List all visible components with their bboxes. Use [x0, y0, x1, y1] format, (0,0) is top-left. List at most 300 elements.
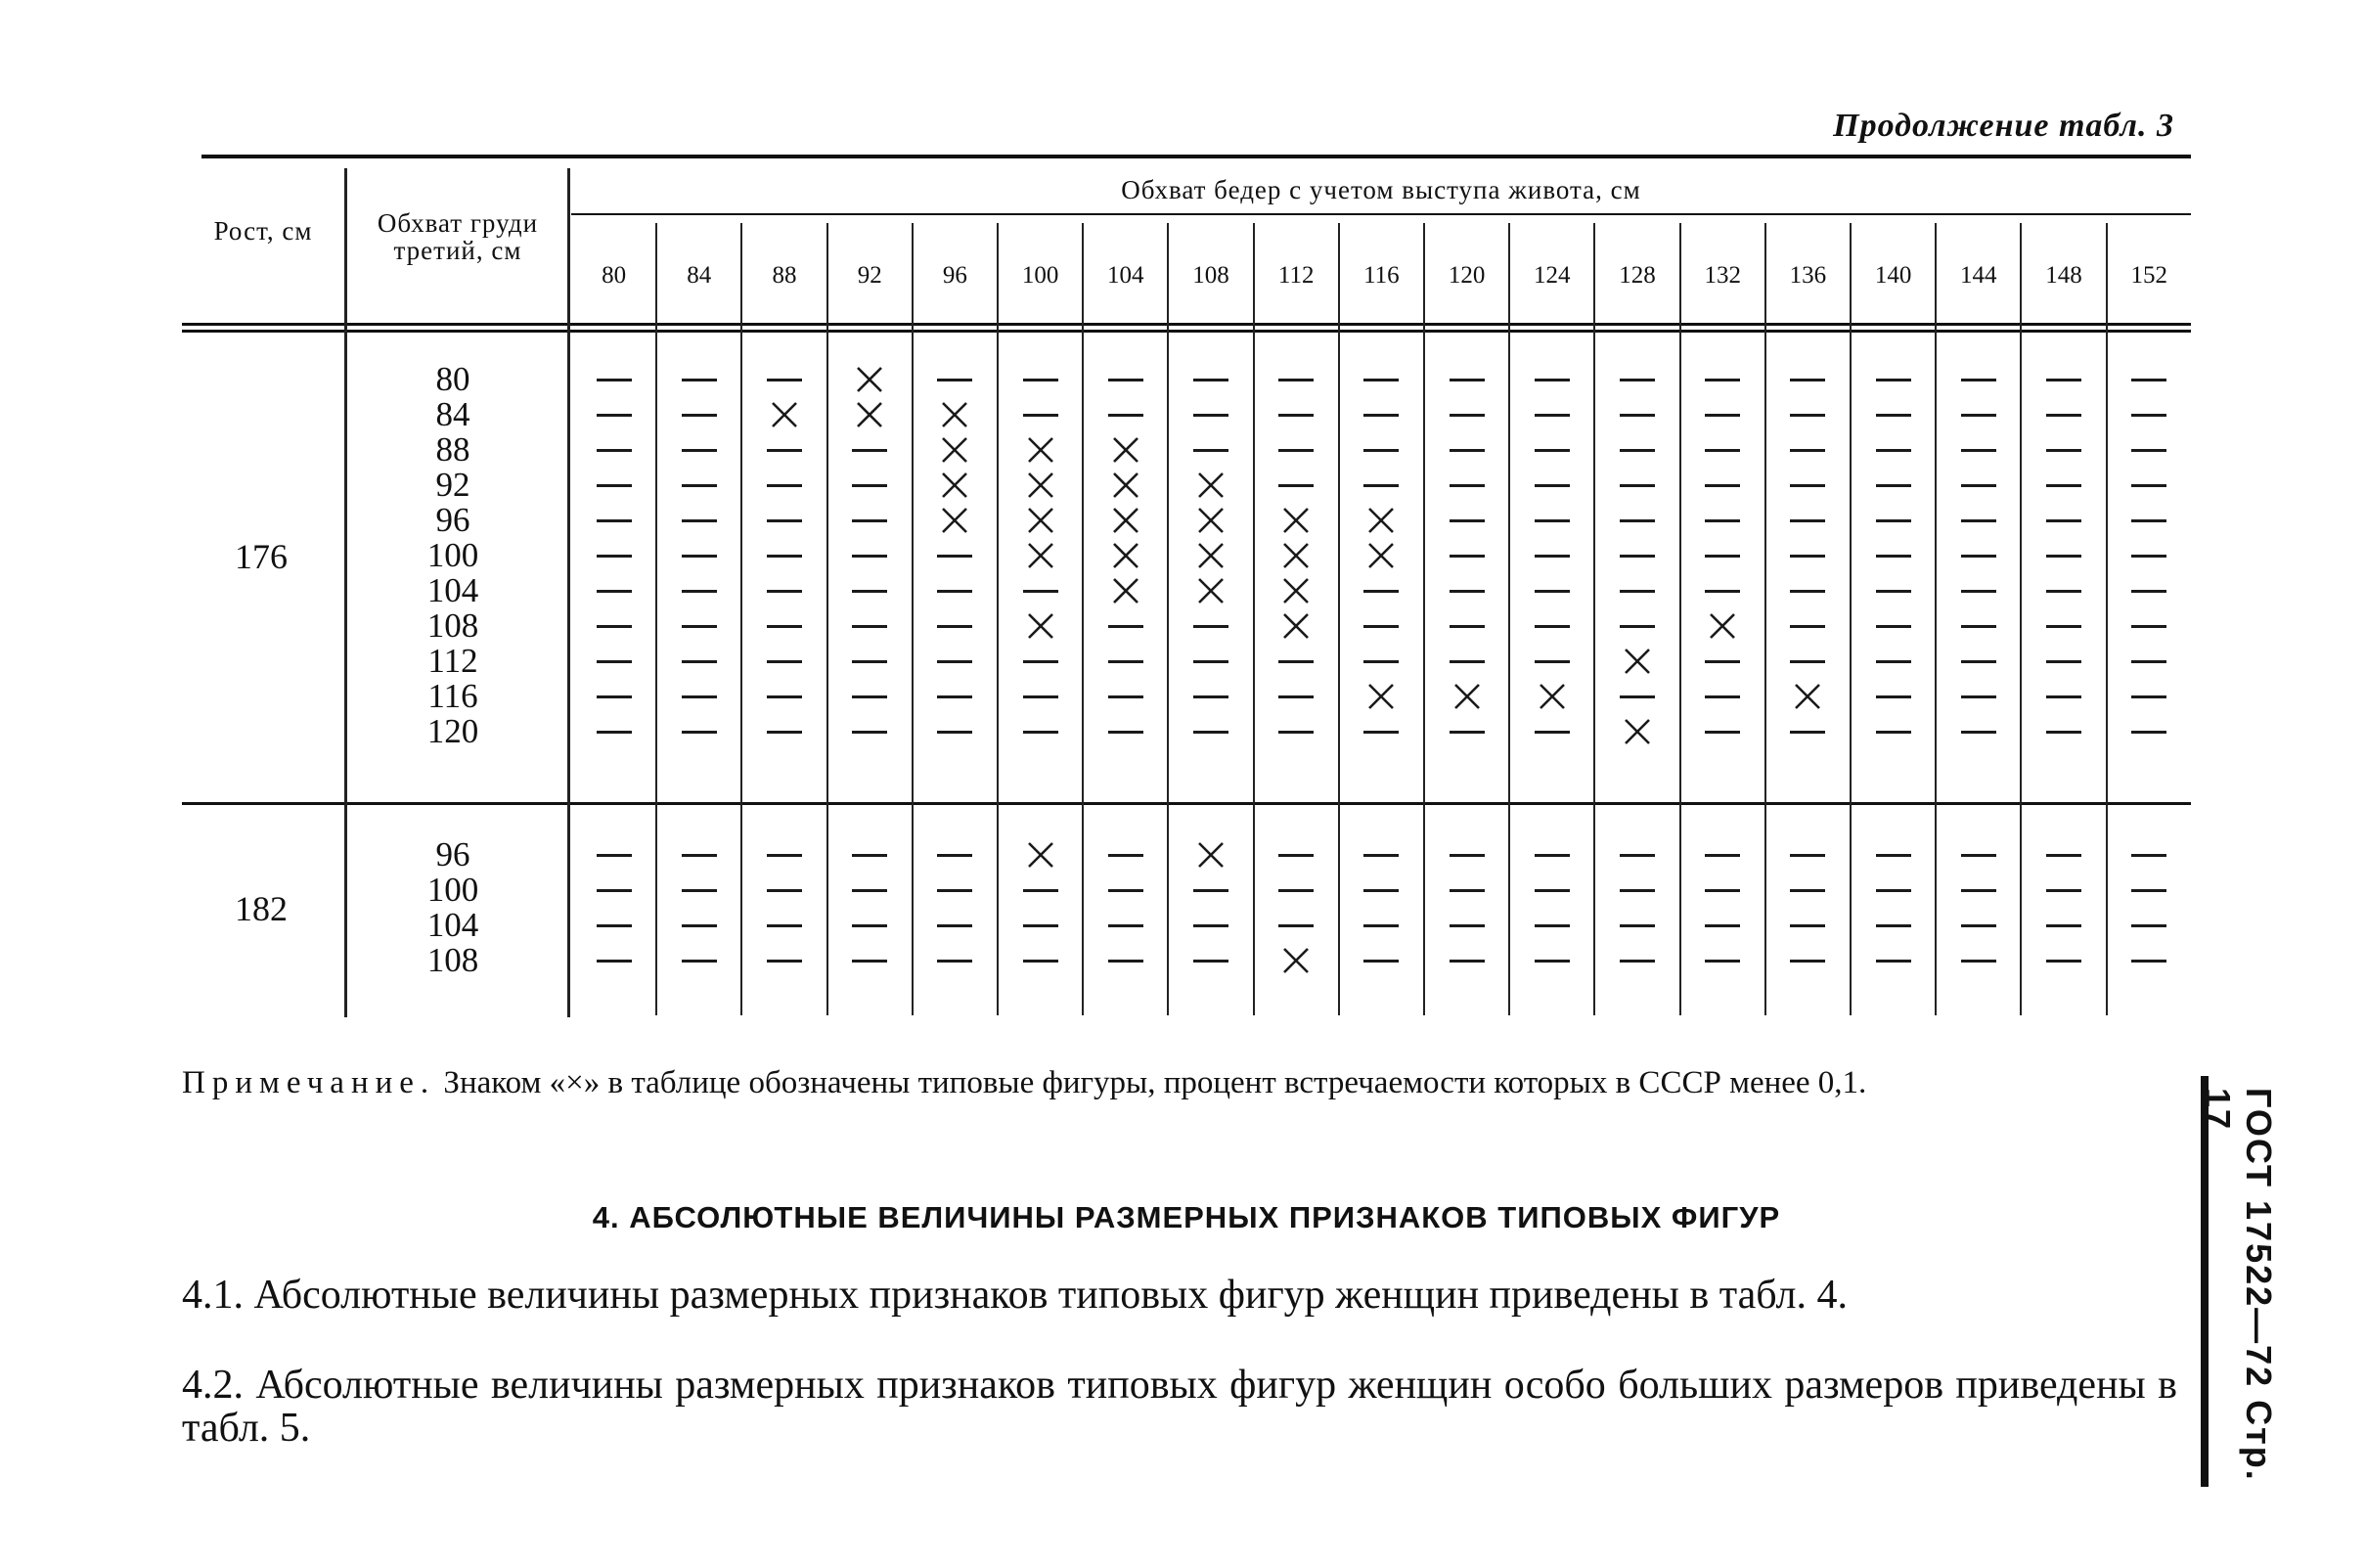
empty-cell-dash — [2042, 504, 2085, 537]
empty-cell-dash — [593, 715, 636, 748]
empty-cell-dash — [1872, 680, 1915, 713]
empty-cell-dash — [2127, 469, 2170, 502]
empty-cell-dash — [848, 539, 891, 572]
empty-cell-dash — [2127, 680, 2170, 713]
empty-cell-dash — [1872, 574, 1915, 607]
empty-cell-dash — [2042, 469, 2085, 502]
empty-cell-dash — [763, 680, 806, 713]
empty-cell-dash — [1189, 363, 1232, 396]
empty-cell-dash — [1531, 398, 1574, 431]
empty-cell-dash — [678, 645, 721, 678]
empty-cell-dash — [1019, 944, 1062, 977]
empty-cell-dash — [1786, 398, 1829, 431]
paragraph-4-2: 4.2. Абсолютные величины размерных признаков типовых фигур женщин особо больших размеров приведены в табл. 5. — [182, 1363, 2177, 1451]
empty-cell-dash — [1104, 909, 1147, 942]
empty-cell-dash — [848, 680, 891, 713]
empty-cell-dash — [1360, 433, 1403, 467]
empty-cell-dash — [1957, 838, 2000, 872]
hip-column-separator — [1850, 223, 1852, 1015]
empty-cell-dash — [593, 433, 636, 467]
typical-figure-mark-icon — [1189, 574, 1232, 607]
hip-column-separator — [740, 223, 742, 1015]
empty-cell-dash — [1531, 838, 1574, 872]
height-header: Рост, см — [213, 216, 313, 246]
empty-cell-dash — [1019, 363, 1062, 396]
empty-cell-dash — [2042, 944, 2085, 977]
hip-column-separator — [1167, 223, 1169, 1015]
empty-cell-dash — [1446, 574, 1489, 607]
chest-value: 96 — [435, 501, 470, 539]
typical-figure-mark-icon — [1104, 469, 1147, 502]
typical-figure-mark-icon — [1274, 539, 1317, 572]
empty-cell-dash — [1019, 874, 1062, 907]
chest-value: 104 — [426, 906, 479, 944]
hip-column-separator — [1935, 223, 1937, 1015]
empty-cell-dash — [1360, 469, 1403, 502]
chest-value: 120 — [426, 712, 479, 750]
typical-figure-mark-icon — [933, 433, 976, 467]
empty-cell-dash — [593, 944, 636, 977]
empty-cell-dash — [593, 645, 636, 678]
empty-cell-dash — [1701, 504, 1744, 537]
empty-cell-dash — [678, 715, 721, 748]
empty-cell-dash — [1531, 574, 1574, 607]
empty-cell-dash — [1274, 680, 1317, 713]
empty-cell-dash — [2042, 838, 2085, 872]
empty-cell-dash — [1872, 433, 1915, 467]
empty-cell-dash — [2042, 574, 2085, 607]
chest-value: 84 — [435, 395, 470, 433]
empty-cell-dash — [2127, 609, 2170, 643]
typical-figure-mark-icon — [1189, 469, 1232, 502]
empty-cell-dash — [1872, 469, 1915, 502]
hip-column-header: 152 — [2130, 262, 2167, 289]
empty-cell-dash — [1360, 874, 1403, 907]
empty-cell-dash — [1446, 715, 1489, 748]
empty-cell-dash — [933, 838, 976, 872]
empty-cell-dash — [1872, 874, 1915, 907]
empty-cell-dash — [1019, 645, 1062, 678]
empty-cell-dash — [2042, 609, 2085, 643]
empty-cell-dash — [1701, 574, 1744, 607]
empty-cell-dash — [1701, 539, 1744, 572]
empty-cell-dash — [1274, 433, 1317, 467]
empty-cell-dash — [1957, 609, 2000, 643]
empty-cell-dash — [1701, 944, 1744, 977]
empty-cell-dash — [1701, 680, 1744, 713]
empty-cell-dash — [1957, 645, 2000, 678]
side-rule — [2201, 1076, 2209, 1487]
empty-cell-dash — [848, 469, 891, 502]
typical-figure-mark-icon — [1360, 680, 1403, 713]
empty-cell-dash — [1360, 838, 1403, 872]
empty-cell-dash — [1701, 433, 1744, 467]
empty-cell-dash — [1701, 838, 1744, 872]
empty-cell-dash — [1616, 574, 1659, 607]
typical-figure-mark-icon — [933, 398, 976, 431]
empty-cell-dash — [2042, 680, 2085, 713]
chest-header: Обхват груди третий, см — [377, 208, 539, 265]
empty-cell-dash — [1104, 645, 1147, 678]
empty-cell-dash — [2127, 874, 2170, 907]
empty-cell-dash — [1360, 944, 1403, 977]
empty-cell-dash — [1957, 574, 2000, 607]
hip-column-header: 100 — [1021, 262, 1059, 289]
empty-cell-dash — [848, 504, 891, 537]
table-top-rule — [201, 155, 2191, 158]
side-caption: ГОСТ 17522—72 Стр. 17 — [2198, 1088, 2279, 1482]
empty-cell-dash — [763, 363, 806, 396]
typical-figure-mark-icon — [933, 469, 976, 502]
empty-cell-dash — [1446, 874, 1489, 907]
empty-cell-dash — [933, 363, 976, 396]
empty-cell-dash — [1872, 504, 1915, 537]
hip-column-header: 84 — [687, 262, 712, 289]
empty-cell-dash — [1786, 433, 1829, 467]
empty-cell-dash — [1957, 469, 2000, 502]
typical-figure-mark-icon — [1274, 504, 1317, 537]
empty-cell-dash — [1446, 504, 1489, 537]
typical-figure-mark-icon — [1446, 680, 1489, 713]
empty-cell-dash — [1274, 874, 1317, 907]
empty-cell-dash — [1616, 874, 1659, 907]
typical-figure-mark-icon — [1019, 539, 1062, 572]
chest-value: 100 — [426, 871, 479, 909]
typical-figure-mark-icon — [1019, 838, 1062, 872]
empty-cell-dash — [1531, 715, 1574, 748]
empty-cell-dash — [1274, 398, 1317, 431]
height-column-border — [344, 168, 347, 1017]
empty-cell-dash — [1446, 363, 1489, 396]
hip-column-header: 104 — [1107, 262, 1144, 289]
empty-cell-dash — [1446, 838, 1489, 872]
empty-cell-dash — [1104, 944, 1147, 977]
empty-cell-dash — [1531, 645, 1574, 678]
typical-figure-mark-icon — [1019, 504, 1062, 537]
typical-figure-mark-icon — [1274, 944, 1317, 977]
empty-cell-dash — [1616, 398, 1659, 431]
empty-cell-dash — [593, 398, 636, 431]
empty-cell-dash — [1531, 363, 1574, 396]
empty-cell-dash — [1872, 363, 1915, 396]
empty-cell-dash — [933, 909, 976, 942]
empty-cell-dash — [1446, 433, 1489, 467]
typical-figure-mark-icon — [848, 363, 891, 396]
hip-column-header: 132 — [1704, 262, 1741, 289]
empty-cell-dash — [678, 838, 721, 872]
empty-cell-dash — [1786, 944, 1829, 977]
empty-cell-dash — [678, 609, 721, 643]
typical-figure-mark-icon — [1104, 539, 1147, 572]
hip-column-separator — [997, 223, 999, 1015]
typical-figure-mark-icon — [1616, 645, 1659, 678]
typical-figure-mark-icon — [1701, 609, 1744, 643]
empty-cell-dash — [1274, 838, 1317, 872]
typical-figure-mark-icon — [848, 398, 891, 431]
empty-cell-dash — [1957, 715, 2000, 748]
hip-column-separator — [1764, 223, 1766, 1015]
chest-value: 108 — [426, 606, 479, 645]
typical-figure-mark-icon — [763, 398, 806, 431]
empty-cell-dash — [1701, 909, 1744, 942]
hip-column-header: 92 — [857, 262, 882, 289]
empty-cell-dash — [2127, 504, 2170, 537]
empty-cell-dash — [1872, 398, 1915, 431]
hip-column-header: 140 — [1874, 262, 1912, 289]
hip-group-rule — [571, 213, 2191, 215]
empty-cell-dash — [1104, 398, 1147, 431]
empty-cell-dash — [933, 944, 976, 977]
section-heading: 4. АБСОЛЮТНЫЕ ВЕЛИЧИНЫ РАЗМЕРНЫХ ПРИЗНАКОВ ТИПОВЫХ ФИГУР — [592, 1200, 1781, 1234]
empty-cell-dash — [1957, 539, 2000, 572]
empty-cell-dash — [2127, 838, 2170, 872]
empty-cell-dash — [2127, 645, 2170, 678]
empty-cell-dash — [2127, 715, 2170, 748]
hip-column-separator — [1338, 223, 1340, 1015]
empty-cell-dash — [848, 433, 891, 467]
empty-cell-dash — [763, 609, 806, 643]
empty-cell-dash — [1531, 433, 1574, 467]
empty-cell-dash — [933, 574, 976, 607]
empty-cell-dash — [1786, 645, 1829, 678]
empty-cell-dash — [1786, 539, 1829, 572]
empty-cell-dash — [933, 539, 976, 572]
empty-cell-dash — [678, 433, 721, 467]
empty-cell-dash — [678, 909, 721, 942]
empty-cell-dash — [933, 645, 976, 678]
typical-figure-mark-icon — [1274, 609, 1317, 643]
continuation-label: Продолжение табл. 3 — [1833, 108, 2174, 144]
hip-column-header: 80 — [602, 262, 627, 289]
empty-cell-dash — [1360, 645, 1403, 678]
hip-column-header: 136 — [1789, 262, 1827, 289]
empty-cell-dash — [1189, 609, 1232, 643]
empty-cell-dash — [678, 874, 721, 907]
hip-column-header: 108 — [1192, 262, 1229, 289]
empty-cell-dash — [1701, 715, 1744, 748]
hip-column-header: 120 — [1448, 262, 1486, 289]
empty-cell-dash — [1104, 838, 1147, 872]
empty-cell-dash — [2127, 909, 2170, 942]
empty-cell-dash — [1189, 909, 1232, 942]
empty-cell-dash — [1446, 609, 1489, 643]
height-label-176: 176 — [235, 537, 288, 576]
empty-cell-dash — [593, 838, 636, 872]
empty-cell-dash — [1957, 909, 2000, 942]
empty-cell-dash — [1446, 944, 1489, 977]
empty-cell-dash — [1189, 944, 1232, 977]
empty-cell-dash — [1957, 944, 2000, 977]
empty-cell-dash — [1274, 909, 1317, 942]
typical-figure-mark-icon — [1104, 504, 1147, 537]
typical-figure-mark-icon — [1019, 433, 1062, 467]
empty-cell-dash — [678, 504, 721, 537]
empty-cell-dash — [763, 715, 806, 748]
chest-values-182 — [350, 837, 556, 978]
empty-cell-dash — [678, 944, 721, 977]
empty-cell-dash — [1531, 539, 1574, 572]
empty-cell-dash — [1446, 909, 1489, 942]
empty-cell-dash — [1104, 874, 1147, 907]
empty-cell-dash — [1701, 645, 1744, 678]
empty-cell-dash — [1872, 838, 1915, 872]
empty-cell-dash — [1019, 909, 1062, 942]
empty-cell-dash — [763, 645, 806, 678]
empty-cell-dash — [2042, 715, 2085, 748]
empty-cell-dash — [1019, 574, 1062, 607]
empty-cell-dash — [678, 574, 721, 607]
empty-cell-dash — [1019, 398, 1062, 431]
hip-group-header: Обхват бедер с учетом выступа живота, см — [1121, 175, 1641, 204]
chest-value: 92 — [435, 466, 470, 504]
empty-cell-dash — [933, 715, 976, 748]
empty-cell-dash — [1701, 874, 1744, 907]
empty-cell-dash — [1446, 539, 1489, 572]
chest-value: 108 — [426, 941, 479, 979]
empty-cell-dash — [1531, 469, 1574, 502]
empty-cell-dash — [1872, 944, 1915, 977]
empty-cell-dash — [1786, 838, 1829, 872]
empty-cell-dash — [2042, 874, 2085, 907]
chest-value: 116 — [427, 677, 478, 715]
hip-column-separator — [2106, 223, 2108, 1015]
typical-figure-mark-icon — [933, 504, 976, 537]
chest-value: 112 — [427, 642, 478, 680]
empty-cell-dash — [763, 433, 806, 467]
empty-cell-dash — [1104, 680, 1147, 713]
empty-cell-dash — [1786, 363, 1829, 396]
empty-cell-dash — [1531, 504, 1574, 537]
typical-figure-mark-icon — [1360, 504, 1403, 537]
empty-cell-dash — [1786, 469, 1829, 502]
hip-column-separator — [1593, 223, 1595, 1015]
empty-cell-dash — [2042, 363, 2085, 396]
hip-column-header: 96 — [942, 262, 967, 289]
empty-cell-dash — [763, 909, 806, 942]
empty-cell-dash — [593, 363, 636, 396]
table-note — [182, 1064, 2177, 1101]
empty-cell-dash — [1189, 680, 1232, 713]
empty-cell-dash — [1104, 715, 1147, 748]
empty-cell-dash — [848, 609, 891, 643]
empty-cell-dash — [2127, 944, 2170, 977]
empty-cell-dash — [1786, 504, 1829, 537]
header-rule-2 — [182, 330, 2191, 333]
empty-cell-dash — [2127, 574, 2170, 607]
group-separator-rule — [182, 802, 2191, 805]
empty-cell-dash — [1957, 680, 2000, 713]
empty-cell-dash — [1360, 574, 1403, 607]
note-text: Знаком «×» в таблице обозначены типовые фигуры, процент встречаемости которых в СССР менее 0,1. — [443, 1065, 1867, 1100]
empty-cell-dash — [1274, 715, 1317, 748]
empty-cell-dash — [1360, 363, 1403, 396]
empty-cell-dash — [848, 838, 891, 872]
chest-value: 100 — [426, 536, 479, 574]
empty-cell-dash — [763, 469, 806, 502]
empty-cell-dash — [1701, 363, 1744, 396]
empty-cell-dash — [1189, 715, 1232, 748]
empty-cell-dash — [1616, 944, 1659, 977]
empty-cell-dash — [1274, 645, 1317, 678]
chest-value: 104 — [426, 571, 479, 609]
empty-cell-dash — [1616, 504, 1659, 537]
hip-column-separator — [912, 223, 914, 1015]
empty-cell-dash — [848, 574, 891, 607]
empty-cell-dash — [763, 504, 806, 537]
empty-cell-dash — [593, 469, 636, 502]
empty-cell-dash — [1360, 909, 1403, 942]
empty-cell-dash — [1616, 680, 1659, 713]
typical-figure-mark-icon — [1104, 574, 1147, 607]
empty-cell-dash — [1531, 944, 1574, 977]
empty-cell-dash — [1957, 363, 2000, 396]
empty-cell-dash — [678, 539, 721, 572]
hip-column-separator — [1253, 223, 1255, 1015]
empty-cell-dash — [1616, 363, 1659, 396]
empty-cell-dash — [848, 944, 891, 977]
empty-cell-dash — [1531, 609, 1574, 643]
empty-cell-dash — [763, 539, 806, 572]
empty-cell-dash — [933, 874, 976, 907]
empty-cell-dash — [1786, 874, 1829, 907]
hip-column-separator — [1423, 223, 1425, 1015]
empty-cell-dash — [1872, 909, 1915, 942]
empty-cell-dash — [1274, 469, 1317, 502]
empty-cell-dash — [1360, 715, 1403, 748]
empty-cell-dash — [1616, 838, 1659, 872]
typical-figure-mark-icon — [1019, 609, 1062, 643]
hip-column-header: 144 — [1960, 262, 1997, 289]
empty-cell-dash — [1786, 715, 1829, 748]
hip-column-header: 116 — [1363, 262, 1400, 289]
chest-values-176 — [350, 362, 556, 749]
empty-cell-dash — [933, 680, 976, 713]
chest-value: 80 — [435, 360, 470, 398]
empty-cell-dash — [1872, 539, 1915, 572]
empty-cell-dash — [2127, 363, 2170, 396]
hip-column-header: 128 — [1619, 262, 1656, 289]
empty-cell-dash — [1531, 909, 1574, 942]
hip-column-header: 124 — [1534, 262, 1571, 289]
empty-cell-dash — [1360, 398, 1403, 431]
typical-figure-mark-icon — [1189, 838, 1232, 872]
empty-cell-dash — [593, 680, 636, 713]
typical-figure-mark-icon — [1019, 469, 1062, 502]
empty-cell-dash — [1872, 645, 1915, 678]
empty-cell-dash — [2127, 433, 2170, 467]
empty-cell-dash — [593, 504, 636, 537]
empty-cell-dash — [593, 874, 636, 907]
empty-cell-dash — [848, 874, 891, 907]
empty-cell-dash — [1701, 469, 1744, 502]
empty-cell-dash — [1019, 715, 1062, 748]
empty-cell-dash — [2042, 433, 2085, 467]
empty-cell-dash — [593, 909, 636, 942]
empty-cell-dash — [1786, 909, 1829, 942]
empty-cell-dash — [1274, 363, 1317, 396]
hip-column-separator — [1082, 223, 1084, 1015]
empty-cell-dash — [1616, 909, 1659, 942]
empty-cell-dash — [1616, 539, 1659, 572]
empty-cell-dash — [1616, 433, 1659, 467]
empty-cell-dash — [1446, 645, 1489, 678]
typical-figure-mark-icon — [1189, 504, 1232, 537]
paragraph-4-1: 4.1. Абсолютные величины размерных признаков типовых фигур женщин приведены в табл. 4. — [182, 1273, 1849, 1318]
empty-cell-dash — [2042, 398, 2085, 431]
hip-column-header: 112 — [1277, 262, 1315, 289]
empty-cell-dash — [1360, 609, 1403, 643]
empty-cell-dash — [933, 609, 976, 643]
